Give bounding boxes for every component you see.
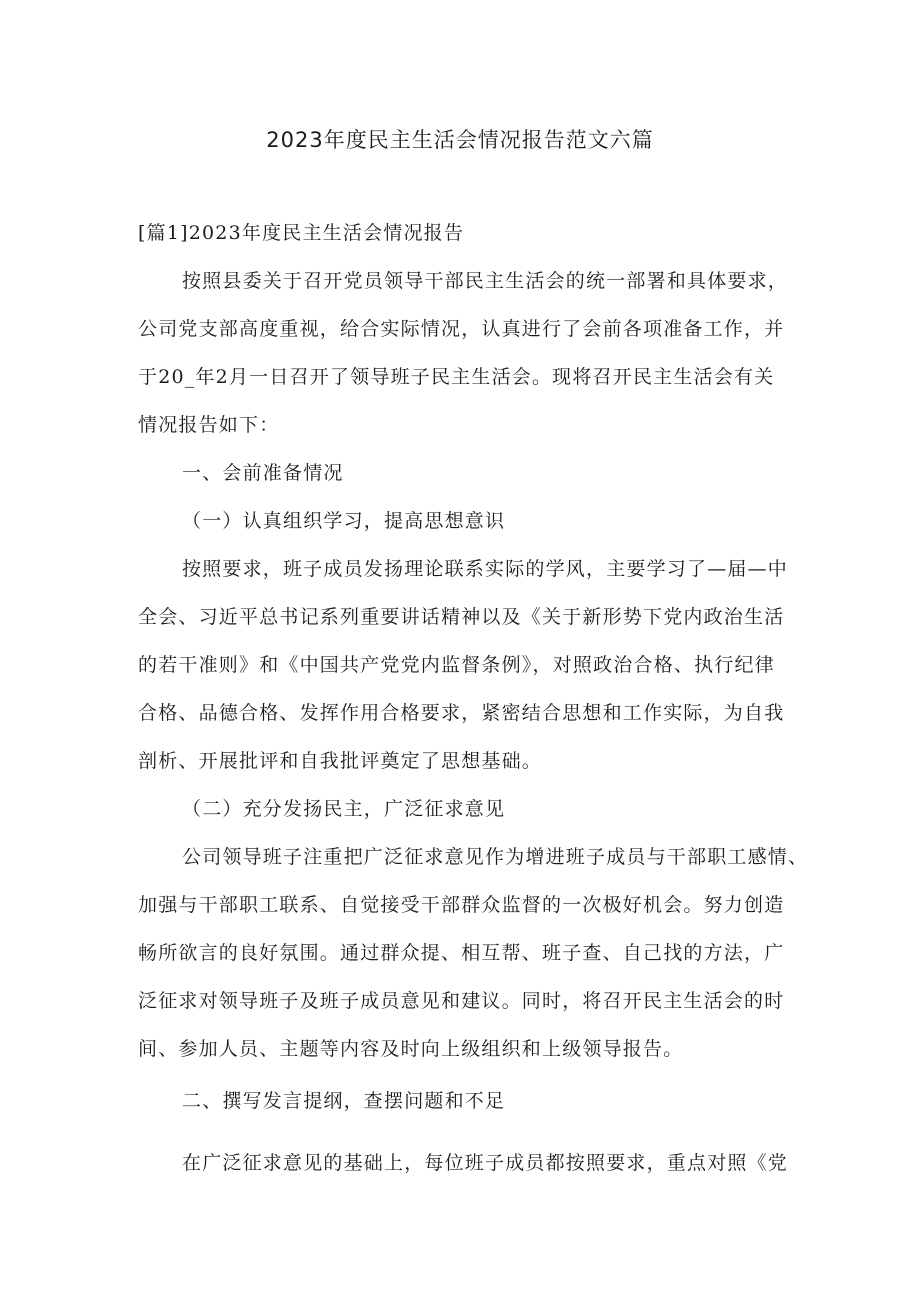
paragraph-line: 在广泛征求意见的基础上，每位班子成员都按照要求，重点对照《党 xyxy=(182,1152,789,1174)
document-title: 2023年度民主生活会情况报告范文六篇 xyxy=(266,128,654,152)
paragraph-line: 剖析、开展批评和自我批评奠定了思想基础。 xyxy=(138,750,543,772)
paragraph-line: 公司党支部高度重视，给合实际情况，认真进行了会前各项准备工作，并 xyxy=(138,318,785,340)
paragraph-line: 于20_年2月一日召开了领导班子民主生活会。现将召开民主生活会有关 xyxy=(138,366,775,388)
paragraph-line: 泛征求对领导班子及班子成员意见和建议。同时，将召开民主生活会的时 xyxy=(138,990,785,1012)
heading-level-2: （一）认真组织学习，提高思想意识 xyxy=(182,510,506,532)
heading-level-1: 二、撰写发言提纲，查摆问题和不足 xyxy=(182,1090,506,1112)
paragraph-line: 公司领导班子注重把广泛征求意见作为增进班子成员与干部职工感情、 xyxy=(182,846,809,868)
paragraph-line: 加强与干部职工联系、自觉接受干部群众监督的一次极好机会。努力创造 xyxy=(138,894,785,916)
paragraph-line: 全会、习近平总书记系列重要讲话精神以及《关于新形势下党内政治生活 xyxy=(138,606,785,628)
heading-level-2: （二）充分发扬民主，广泛征求意见 xyxy=(182,798,506,820)
heading-level-1: 一、会前准备情况 xyxy=(182,462,344,484)
paragraph-line: 合格、品德合格、发挥作用合格要求，紧密结合思想和工作实际，为自我 xyxy=(138,702,785,724)
paragraph-line: 按照县委关于召开党员领导干部民主生活会的统一部署和具体要求， xyxy=(182,270,789,292)
paragraph-line: 情况报告如下： xyxy=(138,414,280,436)
paragraph-line: 按照要求，班子成员发扬理论联系实际的学风，主要学习了—届—中 xyxy=(182,558,789,580)
paragraph-line: 的若干准则》和《中国共产党党内监督条例》，对照政治合格、执行纪律 xyxy=(138,654,775,676)
section-heading: [篇1]2023年度民主生活会情况报告 xyxy=(138,222,465,244)
paragraph-line: 畅所欲言的良好氛围。通过群众提、相互帮、班子查、自己找的方法，广 xyxy=(138,942,785,964)
paragraph-line: 间、参加人员、主题等内容及时向上级组织和上级领导报告。 xyxy=(138,1038,684,1060)
